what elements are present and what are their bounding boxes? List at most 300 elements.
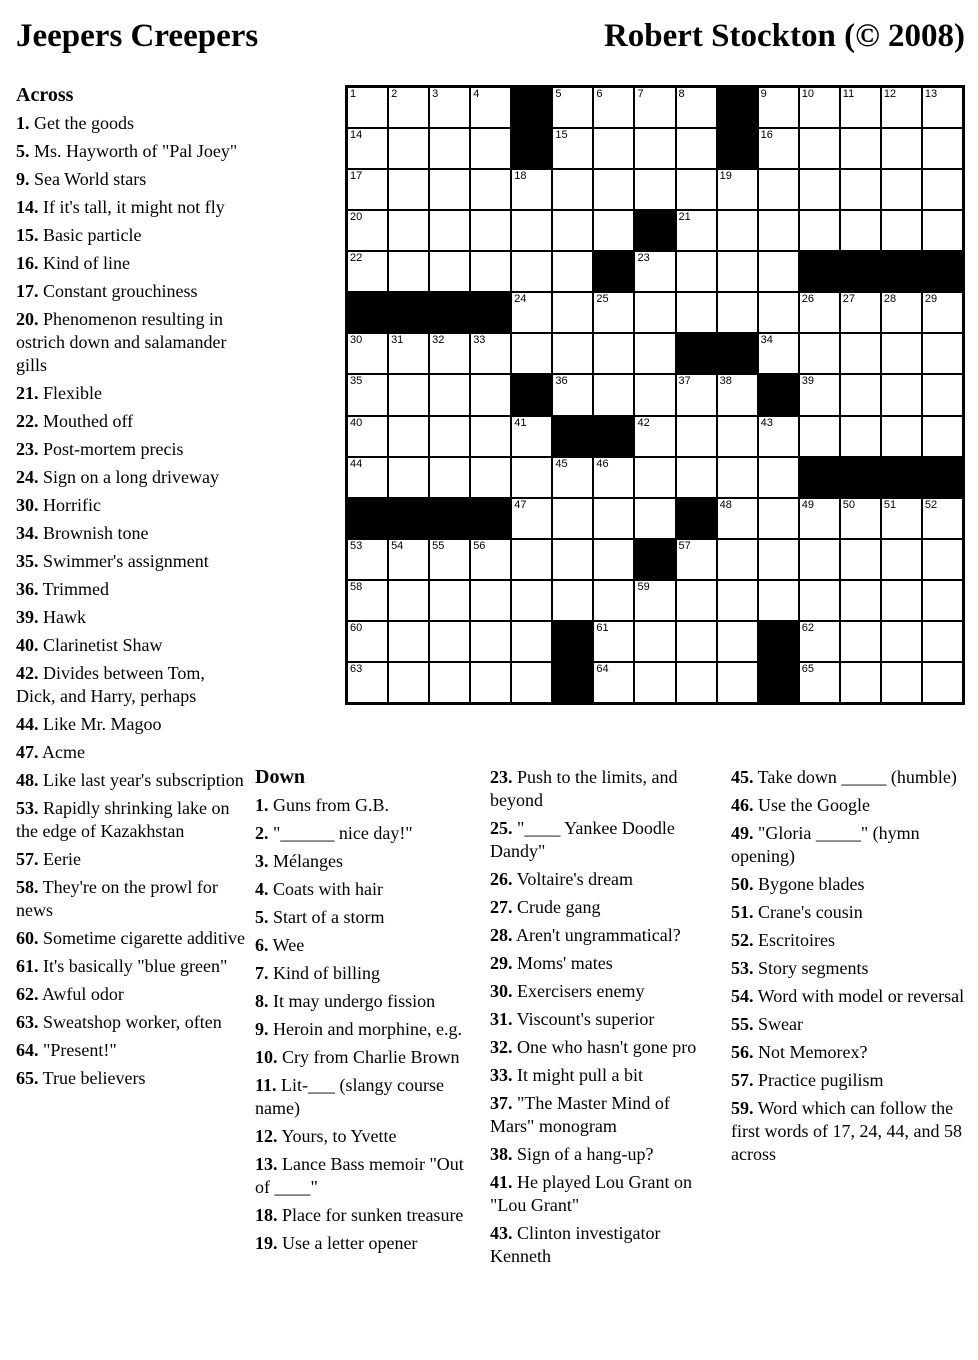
black-cell bbox=[923, 458, 962, 497]
grid-cell bbox=[553, 499, 592, 538]
grid-cell bbox=[471, 622, 510, 661]
down-heading: Down bbox=[255, 766, 306, 788]
clue-text: It might pull a bit bbox=[512, 1065, 643, 1085]
grid-cell bbox=[594, 499, 633, 538]
cell-number: 8 bbox=[678, 88, 685, 100]
clue-text: "______ nice day!" bbox=[268, 823, 413, 843]
cell-number: 63 bbox=[350, 662, 363, 675]
clue bbox=[255, 850, 477, 873]
clue bbox=[16, 438, 246, 461]
grid-cell bbox=[635, 663, 674, 702]
grid-cell bbox=[759, 252, 798, 291]
cell-number: 15 bbox=[555, 129, 568, 142]
down-clues-column-1 bbox=[255, 766, 477, 1260]
grid-cell bbox=[718, 499, 757, 538]
grid-cell bbox=[471, 540, 510, 579]
cell-number: 4 bbox=[473, 88, 480, 100]
grid-cell bbox=[553, 170, 592, 209]
clue bbox=[731, 794, 966, 817]
clue bbox=[16, 494, 246, 517]
clue-number: 15. bbox=[16, 225, 39, 245]
cell-number: 25 bbox=[596, 293, 609, 306]
grid-cell bbox=[389, 129, 428, 168]
grid-cell bbox=[512, 252, 551, 291]
grid-cell bbox=[471, 417, 510, 456]
clue bbox=[490, 1143, 716, 1166]
grid-cell bbox=[594, 581, 633, 620]
grid-cell bbox=[718, 211, 757, 250]
grid-cell bbox=[635, 417, 674, 456]
clue-text: Place for sunken treasure bbox=[277, 1205, 464, 1225]
grid-cell bbox=[594, 170, 633, 209]
grid-cell bbox=[800, 334, 839, 373]
grid-cell bbox=[677, 211, 716, 250]
grid-cell bbox=[348, 581, 387, 620]
grid-cell bbox=[800, 88, 839, 127]
grid-cell bbox=[841, 170, 880, 209]
clue-number: 44. bbox=[16, 714, 39, 734]
black-cell bbox=[882, 252, 921, 291]
black-cell bbox=[430, 499, 469, 538]
clue-text: Use the Google bbox=[753, 795, 870, 815]
clue-text: Start of a storm bbox=[268, 907, 385, 927]
grid-cell bbox=[635, 129, 674, 168]
cell-number: 17 bbox=[350, 170, 363, 183]
black-cell bbox=[800, 252, 839, 291]
clue bbox=[731, 957, 966, 980]
grid-cell bbox=[594, 334, 633, 373]
clue-text: Like last year's subscription bbox=[38, 770, 244, 790]
clue-number: 51. bbox=[731, 902, 754, 922]
clue-text: If it's tall, it might not fly bbox=[38, 197, 225, 217]
cell-number: 26 bbox=[801, 293, 814, 306]
grid-cell bbox=[594, 129, 633, 168]
clue-text: Exercisers enemy bbox=[512, 981, 645, 1001]
clue-number: 33. bbox=[490, 1065, 513, 1085]
clue-number: 57. bbox=[731, 1070, 754, 1090]
grid-cell bbox=[512, 458, 551, 497]
grid-cell bbox=[882, 375, 921, 414]
grid-cell bbox=[553, 375, 592, 414]
clue bbox=[490, 924, 716, 947]
clue-number: 34. bbox=[16, 523, 39, 543]
grid-cell bbox=[923, 211, 962, 250]
cell-number: 9 bbox=[760, 88, 767, 100]
clue-number: 10. bbox=[255, 1047, 278, 1067]
grid-cell bbox=[677, 417, 716, 456]
grid-cell bbox=[841, 293, 880, 332]
grid-cell bbox=[800, 499, 839, 538]
black-cell bbox=[512, 375, 551, 414]
black-cell bbox=[553, 417, 592, 456]
grid-cell bbox=[348, 375, 387, 414]
grid-cell bbox=[389, 417, 428, 456]
clue-number: 64. bbox=[16, 1040, 39, 1060]
clue bbox=[16, 797, 246, 843]
black-cell bbox=[348, 293, 387, 332]
grid-cell bbox=[553, 334, 592, 373]
clue bbox=[16, 713, 246, 736]
grid-cell bbox=[800, 211, 839, 250]
clue-text: Horrific bbox=[38, 495, 101, 515]
grid-cell bbox=[471, 458, 510, 497]
clue bbox=[255, 934, 477, 957]
black-cell bbox=[389, 499, 428, 538]
grid-cell bbox=[677, 129, 716, 168]
grid-cell bbox=[635, 375, 674, 414]
clue-text: Use a letter opener bbox=[277, 1233, 418, 1253]
clue-text: Lit-___ (slangy course name) bbox=[255, 1075, 444, 1118]
clue-number: 14. bbox=[16, 197, 39, 217]
clue-text: "The Master Mind of Mars" monogram bbox=[490, 1093, 670, 1136]
grid-cell bbox=[635, 499, 674, 538]
clue-text: Bygone blades bbox=[753, 874, 865, 894]
clue bbox=[490, 1064, 716, 1087]
black-cell bbox=[635, 540, 674, 579]
black-cell bbox=[348, 499, 387, 538]
cell-number: 21 bbox=[678, 211, 691, 224]
clue-number: 45. bbox=[731, 767, 754, 787]
cell-number: 52 bbox=[924, 498, 938, 511]
cell-number: 61 bbox=[596, 621, 609, 634]
grid-cell bbox=[841, 663, 880, 702]
grid-cell bbox=[759, 417, 798, 456]
cell-number: 58 bbox=[350, 580, 363, 593]
grid-cell bbox=[882, 129, 921, 168]
clue-number: 55. bbox=[731, 1014, 754, 1034]
grid-cell bbox=[759, 170, 798, 209]
clue bbox=[490, 1008, 716, 1031]
black-cell bbox=[471, 499, 510, 538]
grid-cell bbox=[512, 170, 551, 209]
clue bbox=[16, 927, 246, 950]
grid-cell bbox=[882, 499, 921, 538]
clue bbox=[16, 252, 246, 275]
clue-text: Mouthed off bbox=[38, 411, 134, 431]
clue bbox=[255, 1153, 477, 1199]
clue-text: Mélanges bbox=[268, 851, 343, 871]
grid-cell bbox=[923, 581, 962, 620]
grid-cell bbox=[635, 458, 674, 497]
cell-number: 41 bbox=[514, 416, 527, 429]
clue-text: Aren't ungrammatical? bbox=[512, 925, 681, 945]
black-cell bbox=[594, 417, 633, 456]
black-cell bbox=[635, 211, 674, 250]
clue bbox=[255, 1074, 477, 1120]
grid-cell bbox=[430, 211, 469, 250]
grid-cell bbox=[553, 252, 592, 291]
clue bbox=[16, 578, 246, 601]
cell-number: 6 bbox=[596, 88, 603, 100]
cell-number: 28 bbox=[883, 293, 897, 306]
clue-text: He played Lou Grant on "Lou Grant" bbox=[490, 1172, 692, 1215]
grid-cell bbox=[471, 252, 510, 291]
clue-number: 56. bbox=[731, 1042, 754, 1062]
grid-cell bbox=[882, 211, 921, 250]
clue-number: 31. bbox=[490, 1009, 513, 1029]
grid-cell bbox=[594, 88, 633, 127]
cell-number: 53 bbox=[350, 539, 363, 552]
grid-cell bbox=[389, 663, 428, 702]
grid-cell bbox=[882, 334, 921, 373]
grid-cell bbox=[348, 417, 387, 456]
cell-number: 33 bbox=[473, 334, 486, 347]
grid-cell bbox=[389, 581, 428, 620]
clue-text: Swear bbox=[753, 1014, 803, 1034]
clue-number: 53. bbox=[16, 798, 39, 818]
black-cell bbox=[430, 293, 469, 332]
grid-cell bbox=[800, 581, 839, 620]
black-cell bbox=[718, 88, 757, 127]
clue-text: Swimmer's assignment bbox=[38, 551, 209, 571]
clue bbox=[16, 876, 246, 922]
grid-cell bbox=[759, 293, 798, 332]
grid-cell bbox=[800, 417, 839, 456]
clue-number: 48. bbox=[16, 770, 39, 790]
clue-text: "____ Yankee Doodle Dandy" bbox=[490, 818, 675, 861]
grid-cell bbox=[471, 88, 510, 127]
grid-cell bbox=[430, 334, 469, 373]
grid-cell bbox=[553, 88, 592, 127]
grid-cell bbox=[759, 211, 798, 250]
clue-text: Eerie bbox=[38, 849, 81, 869]
clue bbox=[16, 1067, 246, 1090]
grid-cell bbox=[841, 211, 880, 250]
black-cell bbox=[882, 458, 921, 497]
clue bbox=[255, 1125, 477, 1148]
clue-text: Practice pugilism bbox=[753, 1070, 884, 1090]
grid-cell bbox=[677, 663, 716, 702]
clue bbox=[255, 1204, 477, 1227]
grid-cell bbox=[923, 129, 962, 168]
grid-cell bbox=[553, 129, 592, 168]
grid-cell bbox=[553, 293, 592, 332]
clue bbox=[16, 550, 246, 573]
clue bbox=[731, 1013, 966, 1036]
clue-number: 7. bbox=[255, 963, 269, 983]
clue-number: 38. bbox=[490, 1144, 513, 1164]
grid-cell bbox=[841, 129, 880, 168]
grid-cell bbox=[759, 581, 798, 620]
grid-cell bbox=[882, 622, 921, 661]
grid-cell bbox=[389, 375, 428, 414]
cell-number: 31 bbox=[391, 334, 404, 347]
grid-cell bbox=[512, 499, 551, 538]
clue bbox=[731, 766, 966, 789]
grid-cell bbox=[594, 622, 633, 661]
grid-cell bbox=[430, 581, 469, 620]
clue-text: Coats with hair bbox=[268, 879, 383, 899]
clue bbox=[255, 1232, 477, 1255]
clue bbox=[16, 848, 246, 871]
black-cell bbox=[553, 663, 592, 702]
cell-number: 23 bbox=[637, 252, 650, 265]
grid-cell bbox=[553, 458, 592, 497]
clue-text: Crude gang bbox=[512, 897, 601, 917]
grid-cell bbox=[677, 375, 716, 414]
clue-number: 30. bbox=[490, 981, 513, 1001]
black-cell bbox=[677, 499, 716, 538]
clue bbox=[490, 1092, 716, 1138]
clue-number: 9. bbox=[255, 1019, 269, 1039]
grid-cell bbox=[923, 375, 962, 414]
grid-cell bbox=[512, 581, 551, 620]
black-cell bbox=[759, 622, 798, 661]
cell-number: 57 bbox=[678, 539, 691, 552]
grid-cell bbox=[594, 375, 633, 414]
grid-cell bbox=[553, 540, 592, 579]
grid-cell bbox=[512, 417, 551, 456]
clue-number: 3. bbox=[255, 851, 269, 871]
grid-cell bbox=[635, 581, 674, 620]
clue-text: "Gloria _____" (hymn opening) bbox=[731, 823, 920, 866]
clue bbox=[255, 794, 477, 817]
grid-cell bbox=[389, 540, 428, 579]
clue-text: Sweatshop worker, often bbox=[38, 1012, 222, 1032]
cell-number: 51 bbox=[883, 498, 897, 511]
grid-cell bbox=[594, 211, 633, 250]
clue-number: 30. bbox=[16, 495, 39, 515]
grid-cell bbox=[348, 129, 387, 168]
cell-number: 40 bbox=[350, 416, 363, 429]
grid-cell bbox=[923, 170, 962, 209]
clue-text: Lance Bass memoir "Out of ____" bbox=[255, 1154, 464, 1197]
clue-number: 25. bbox=[490, 818, 513, 838]
grid-cell bbox=[430, 663, 469, 702]
clue bbox=[490, 896, 716, 919]
clue bbox=[731, 1097, 966, 1166]
grid-cell bbox=[348, 622, 387, 661]
grid-cell bbox=[348, 458, 387, 497]
cell-number: 54 bbox=[391, 539, 404, 552]
black-cell bbox=[677, 334, 716, 373]
grid-cell bbox=[635, 170, 674, 209]
grid-cell bbox=[553, 211, 592, 250]
clue-number: 40. bbox=[16, 635, 39, 655]
grid-cell bbox=[430, 540, 469, 579]
grid-cell bbox=[677, 622, 716, 661]
grid-cell bbox=[677, 581, 716, 620]
cell-number: 45 bbox=[555, 457, 568, 470]
grid-cell bbox=[677, 293, 716, 332]
clue-number: 27. bbox=[490, 897, 513, 917]
cell-number: 56 bbox=[473, 539, 486, 552]
clue-number: 19. bbox=[255, 1233, 278, 1253]
clue-text: True believers bbox=[38, 1068, 146, 1088]
clue-number: 24. bbox=[16, 467, 39, 487]
clue-number: 17. bbox=[16, 281, 39, 301]
clue-number: 9. bbox=[16, 169, 30, 189]
clue-text: Cry from Charlie Brown bbox=[277, 1047, 460, 1067]
clue-text: Not Memorex? bbox=[753, 1042, 868, 1062]
clue-number: 23. bbox=[490, 767, 513, 787]
clue bbox=[731, 985, 966, 1008]
cell-number: 49 bbox=[801, 498, 814, 511]
grid-cell bbox=[348, 334, 387, 373]
grid-cell bbox=[677, 88, 716, 127]
clue-number: 12. bbox=[255, 1126, 278, 1146]
clue-number: 1. bbox=[255, 795, 269, 815]
clue-text: Heroin and morphine, e.g. bbox=[268, 1019, 462, 1039]
clue-number: 54. bbox=[731, 986, 754, 1006]
grid-cell bbox=[841, 334, 880, 373]
black-cell bbox=[759, 375, 798, 414]
grid-cell bbox=[882, 663, 921, 702]
clue-text: Constant grouchiness bbox=[38, 281, 198, 301]
clue-number: 43. bbox=[490, 1223, 513, 1243]
grid-cell bbox=[348, 170, 387, 209]
cell-number: 64 bbox=[596, 662, 609, 675]
clue-text: Ms. Hayworth of "Pal Joey" bbox=[29, 141, 238, 161]
grid-cell bbox=[882, 88, 921, 127]
black-cell bbox=[718, 334, 757, 373]
grid-cell bbox=[718, 458, 757, 497]
clue-number: 11. bbox=[255, 1075, 277, 1095]
clue-number: 37. bbox=[490, 1093, 513, 1113]
clue-text: Acme bbox=[38, 742, 85, 762]
grid-cell bbox=[800, 622, 839, 661]
clue-text: Clarinetist Shaw bbox=[38, 635, 163, 655]
clue-text: One who hasn't gone pro bbox=[512, 1037, 697, 1057]
cell-number: 39 bbox=[801, 375, 814, 388]
clue-number: 46. bbox=[731, 795, 754, 815]
clue bbox=[16, 112, 246, 135]
clue bbox=[255, 906, 477, 929]
clue bbox=[16, 280, 246, 303]
grid-cell bbox=[389, 252, 428, 291]
clue-text: Basic particle bbox=[38, 225, 142, 245]
grid-cell bbox=[718, 252, 757, 291]
clue-text: Voltaire's dream bbox=[512, 869, 634, 889]
clue-number: 21. bbox=[16, 383, 39, 403]
grid-cell bbox=[512, 540, 551, 579]
clue-number: 36. bbox=[16, 579, 39, 599]
grid-cell bbox=[471, 211, 510, 250]
grid-cell bbox=[800, 663, 839, 702]
down-clues-column-3 bbox=[731, 766, 966, 1171]
grid-cell bbox=[677, 170, 716, 209]
cell-number: 62 bbox=[801, 621, 814, 634]
clue bbox=[16, 955, 246, 978]
grid-cell bbox=[841, 417, 880, 456]
grid-cell bbox=[923, 663, 962, 702]
clue bbox=[731, 822, 966, 868]
cell-number: 22 bbox=[350, 252, 363, 265]
clue-number: 4. bbox=[255, 879, 269, 899]
grid-cell bbox=[512, 663, 551, 702]
grid-cell bbox=[841, 499, 880, 538]
grid-cell bbox=[471, 581, 510, 620]
grid-cell bbox=[389, 88, 428, 127]
clue-text: Like Mr. Magoo bbox=[38, 714, 162, 734]
black-cell bbox=[759, 663, 798, 702]
clue-text: Brownish tone bbox=[38, 523, 149, 543]
clue-text: Yours, to Yvette bbox=[277, 1126, 397, 1146]
grid-cell bbox=[594, 663, 633, 702]
grid-cell bbox=[389, 622, 428, 661]
cell-number: 60 bbox=[350, 621, 363, 634]
black-cell bbox=[841, 252, 880, 291]
grid-cell bbox=[635, 252, 674, 291]
cell-number: 7 bbox=[637, 88, 644, 100]
grid-cell bbox=[923, 417, 962, 456]
clue-number: 47. bbox=[16, 742, 39, 762]
clue-text: Sometime cigarette additive bbox=[38, 928, 245, 948]
grid-cell bbox=[635, 293, 674, 332]
cell-number: 35 bbox=[350, 375, 363, 388]
down-clue-list-2 bbox=[490, 766, 716, 1268]
clue-number: 35. bbox=[16, 551, 39, 571]
